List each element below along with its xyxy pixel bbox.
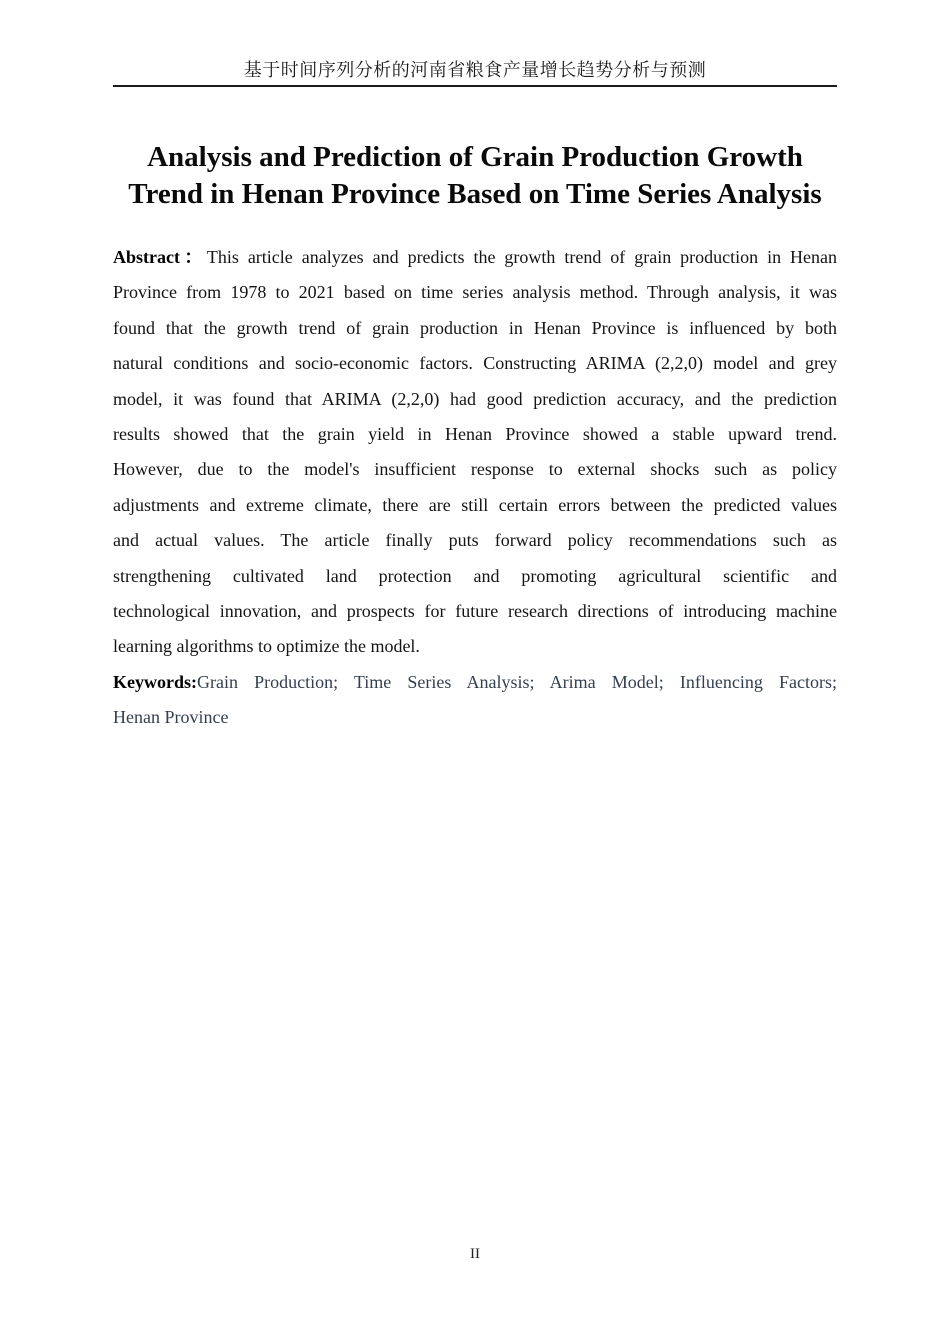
- abstract-line-last: learning algorithms to optimize the model.: [113, 636, 420, 657]
- keywords-label: Keywords:: [113, 671, 197, 692]
- abstract-line: model, it was found that ARIMA (2,2,0) had good prediction accuracy, and the prediction: [113, 388, 837, 409]
- running-head: [113, 58, 837, 87]
- keywords-line-last: Henan Province: [113, 707, 229, 728]
- paper-title-line-2: Trend in Henan Province Based on Time Series Analysis: [128, 178, 822, 210]
- abstract-line: and actual values. The article finally puts forward policy recommendations such as: [113, 530, 837, 551]
- abstract-line: adjustments and extreme climate, there are still certain errors between the predicted values: [113, 494, 837, 515]
- abstract-line: found that the growth trend of grain production in Henan Province is influenced by both: [113, 317, 837, 338]
- keywords-line: [113, 665, 837, 700]
- abstract-line: strengthening cultivated land protection and promoting agricultural scientific and: [113, 565, 837, 586]
- abstract-line-text: This article analyzes and predicts the growth trend of grain production in Henan: [206, 247, 838, 267]
- paper-title-line-1: Analysis and Prediction of Grain Production Growth: [147, 141, 803, 173]
- document-body: [113, 240, 837, 736]
- abstract-line: However, due to the model's insufficient response to external shocks such as policy: [113, 459, 837, 480]
- page-number: II: [470, 1246, 480, 1262]
- paper-title: [113, 139, 837, 213]
- abstract-label: Abstract：: [113, 247, 207, 267]
- abstract-line: [113, 240, 837, 275]
- running-head-text: 基于时间序列分析的河南省粮食产量增长趋势分析与预测: [243, 60, 707, 80]
- abstract-line: natural conditions and socio-economic factors. Constructing ARIMA (2,2,0) model and grey: [113, 353, 837, 374]
- abstract-line: technological innovation, and prospects for future research directions of introducing machine: [113, 601, 837, 622]
- abstract-line: results showed that the grain yield in Henan Province showed a stable upward trend.: [113, 424, 837, 445]
- abstract-line: Province from 1978 to 2021 based on time series analysis method. Through analysis, it was: [113, 282, 837, 303]
- keywords-line-text: Grain Production; Time Series Analysis; Arima Model; Influencing Factors;: [197, 671, 837, 692]
